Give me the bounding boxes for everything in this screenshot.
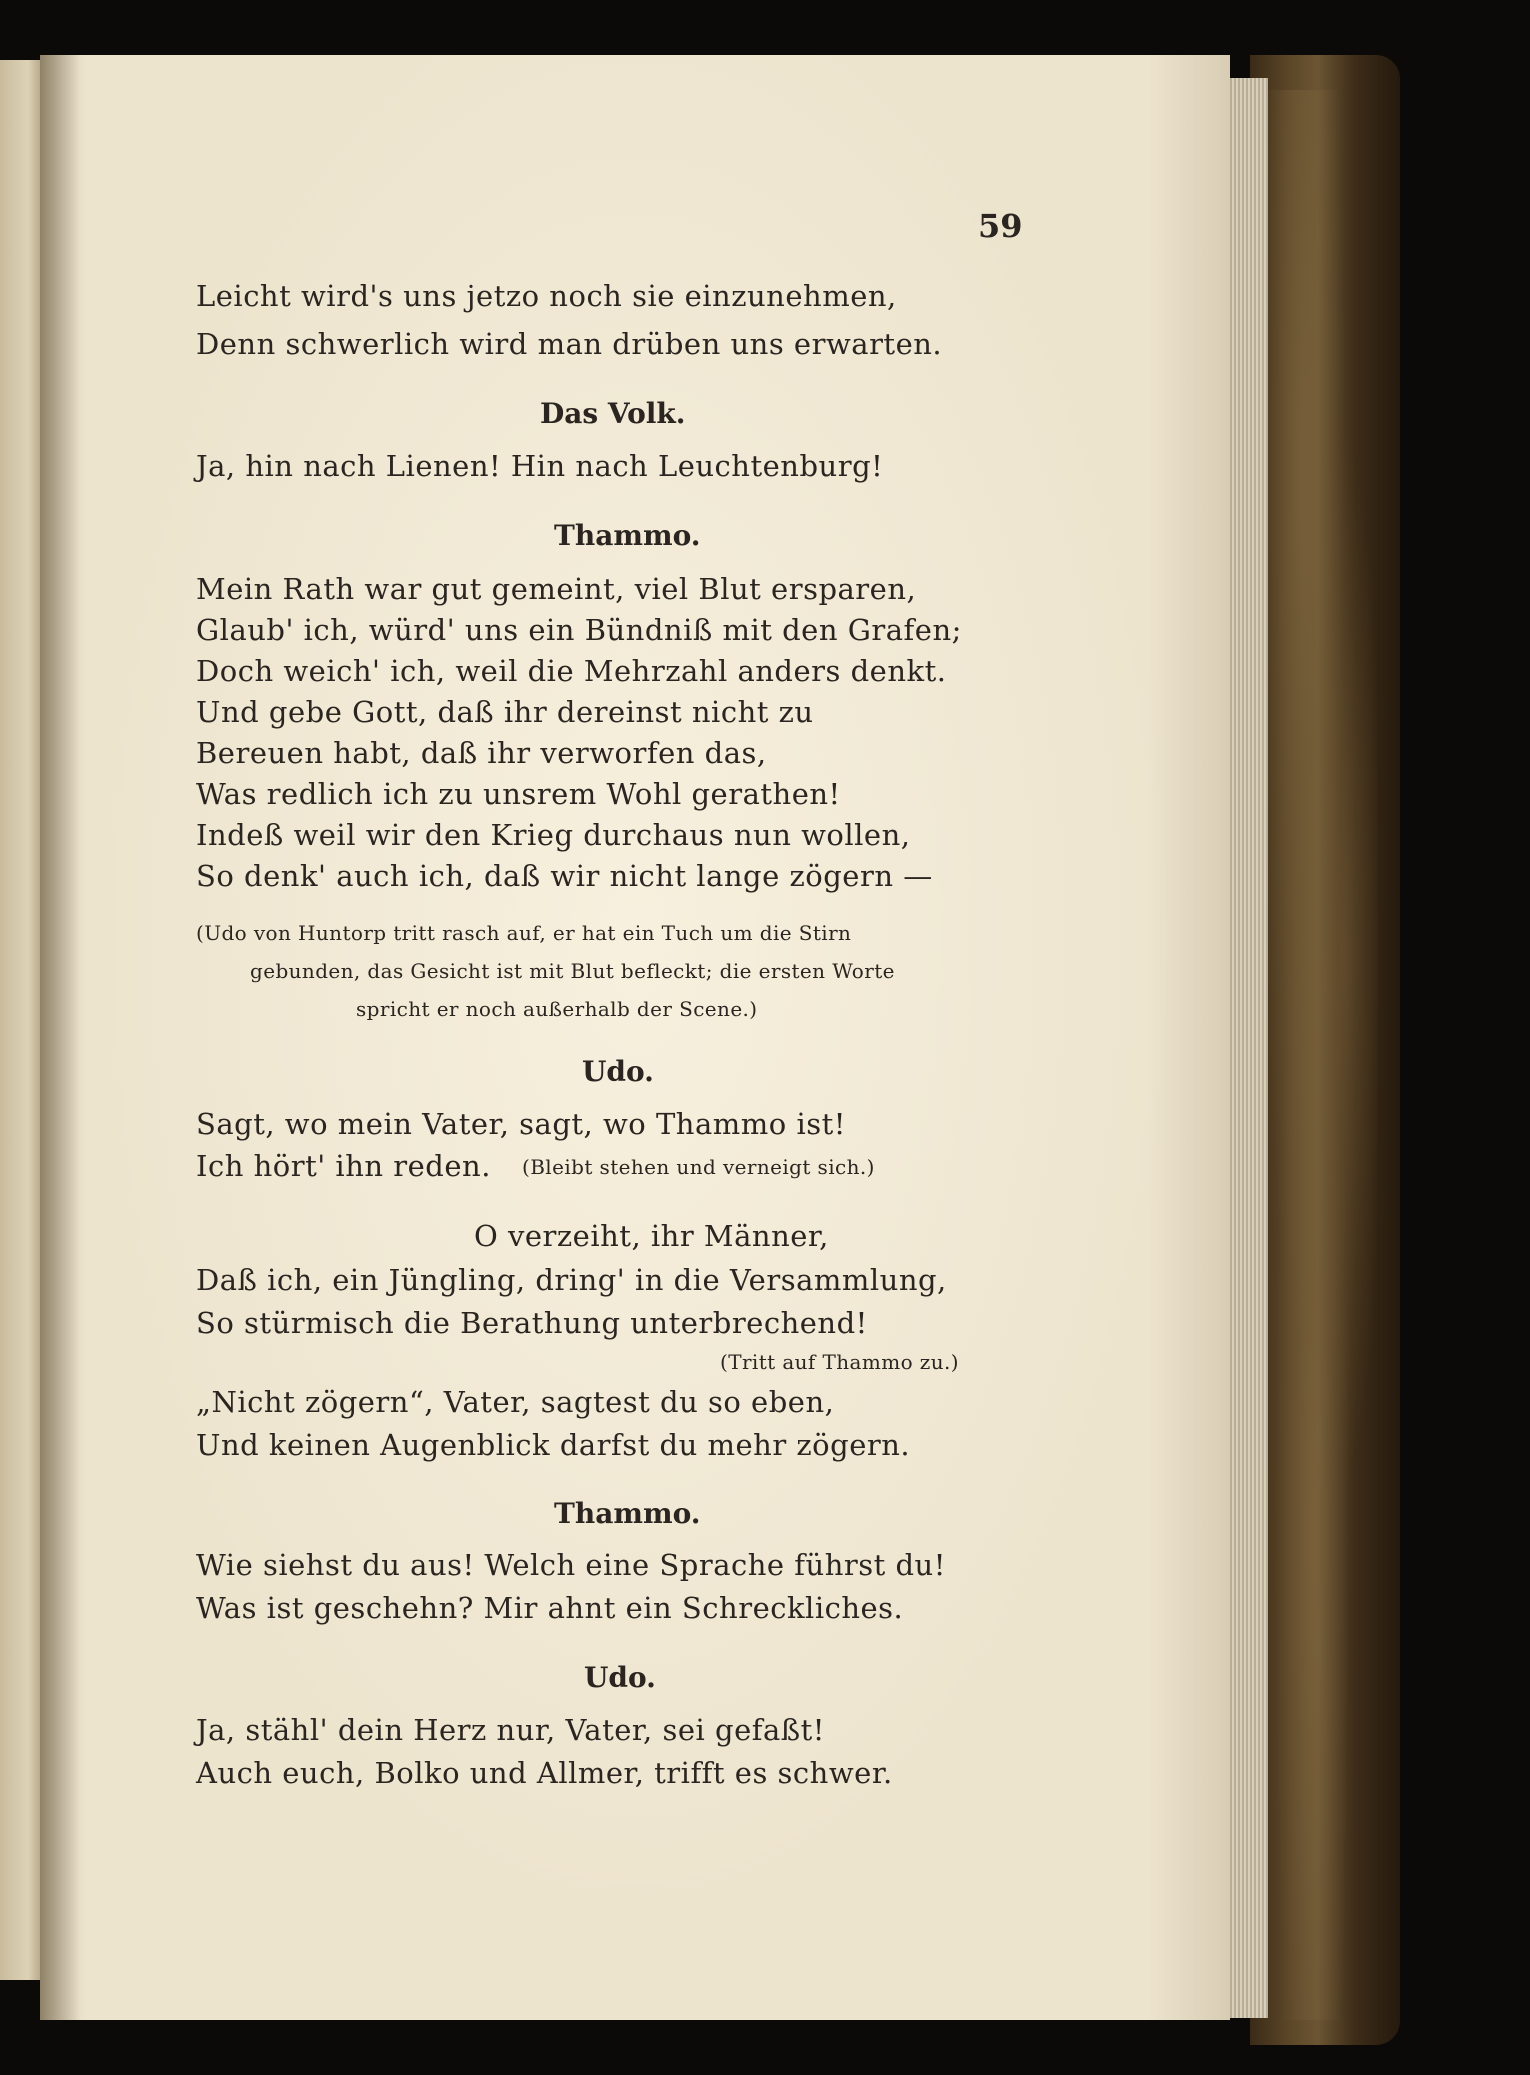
speaker-heading: Thammo. xyxy=(554,519,701,552)
speaker-heading: Udo. xyxy=(584,1661,656,1694)
verse-line: Leicht wird's uns jetzo noch sie einzunehmen, xyxy=(196,279,897,313)
verse-line: Ich hört' ihn reden. xyxy=(196,1149,491,1183)
speaker-heading: Thammo. xyxy=(554,1497,701,1530)
verse-line: Und gebe Gott, daß ihr dereinst nicht zu xyxy=(196,695,814,729)
verse-line: Mein Rath war gut gemeint, viel Blut ersparen, xyxy=(196,572,917,606)
verse-line: Daß ich, ein Jüngling, dring' in die Versammlung, xyxy=(196,1263,947,1297)
verse-line: Was ist geschehn? Mir ahnt ein Schreckliches. xyxy=(196,1591,904,1625)
speaker-heading: Das Volk. xyxy=(540,397,686,430)
speaker-heading: Udo. xyxy=(582,1055,654,1088)
verse-line: Was redlich ich zu unsrem Wohl gerathen! xyxy=(196,777,841,811)
verse-line: Bereuen habt, daß ihr verworfen das, xyxy=(196,736,767,770)
verse-line: So stürmisch die Berathung unterbrechend! xyxy=(196,1306,868,1340)
page-number: 59 xyxy=(978,207,1023,245)
verse-line: Wie siehst du aus! Welch eine Sprache führst du! xyxy=(196,1548,946,1582)
verse-line: Denn schwerlich wird man drüben uns erwarten. xyxy=(196,327,943,361)
verse-line: Indeß weil wir den Krieg durchaus nun wollen, xyxy=(196,818,911,852)
verse-line: Ja, hin nach Lienen! Hin nach Leuchtenburg! xyxy=(196,449,884,483)
stage-direction: gebunden, das Gesicht ist mit Blut befleckt; die ersten Worte xyxy=(250,959,895,983)
gutter-shadow xyxy=(40,55,80,2020)
verse-line: Ja, stähl' dein Herz nur, Vater, sei gefaßt! xyxy=(196,1713,825,1747)
page-edges xyxy=(1228,78,1268,2018)
verse-line: So denk' auch ich, daß wir nicht lange zögern — xyxy=(196,859,933,893)
stage-direction: (Tritt auf Thammo zu.) xyxy=(720,1350,959,1374)
verse-line: Doch weich' ich, weil die Mehrzahl anders denkt. xyxy=(196,654,947,688)
stage-direction: spricht er noch außerhalb der Scene.) xyxy=(356,997,758,1021)
verse-line: Auch euch, Bolko und Allmer, trifft es schwer. xyxy=(196,1756,893,1790)
verse-line: Glaub' ich, würd' uns ein Bündniß mit den Grafen; xyxy=(196,613,962,647)
verse-line: O verzeiht, ihr Männer, xyxy=(474,1219,829,1253)
cover-marbling xyxy=(1268,90,1378,2020)
stage-direction: (Udo von Huntorp tritt rasch auf, er hat ein Tuch um die Stirn xyxy=(196,921,852,945)
verse-line: Und keinen Augenblick darfst du mehr zögern. xyxy=(196,1428,911,1462)
verse-line: Sagt, wo mein Vater, sagt, wo Thammo ist! xyxy=(196,1107,846,1141)
previous-page-edge xyxy=(0,60,40,1980)
stage-direction: (Bleibt stehen und verneigt sich.) xyxy=(522,1155,875,1179)
verse-line: „Nicht zögern“, Vater, sagtest du so eben, xyxy=(196,1385,835,1419)
